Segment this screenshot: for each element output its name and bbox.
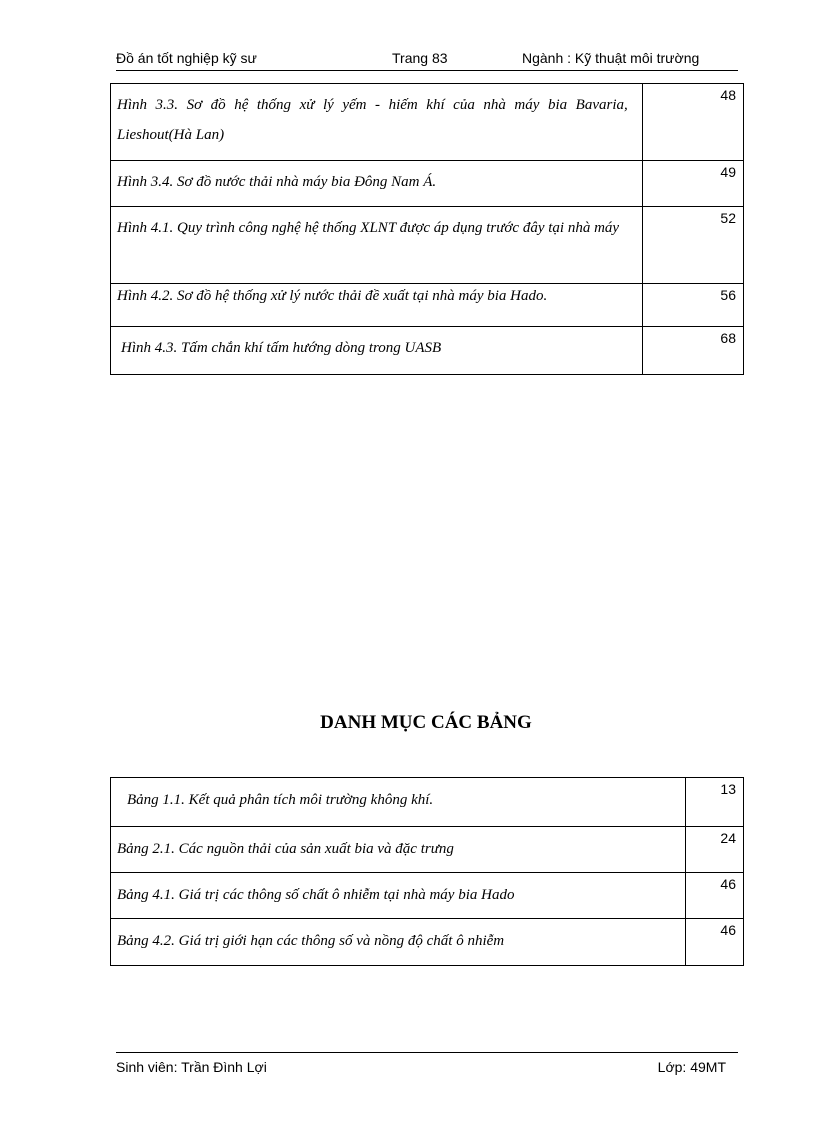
table-page: 46: [686, 919, 744, 966]
table-title: Bảng 1.1. Kết quả phân tích môi trường không khí.: [111, 778, 686, 827]
figure-title: Hình 4.2. Sơ đồ hệ thống xử lý nước thải đề xuất tại nhà máy bia Hado.: [111, 284, 643, 327]
table-row: [111, 327, 744, 375]
figure-title: Hình 3.4. Sơ đồ nước thải nhà máy bia Đông Nam Á.: [111, 161, 643, 207]
figure-page: 56: [642, 284, 743, 327]
figure-page: 68: [642, 327, 743, 375]
figure-title: Hình 4.1. Quy trình công nghệ hệ thống XLNT được áp dụng trước đây tại nhà máy: [111, 207, 643, 284]
table-row: [111, 207, 744, 284]
table-page: 46: [686, 873, 744, 919]
table-title: Bảng 2.1. Các nguồn thải của sản xuất bia và đặc trưng: [111, 827, 686, 873]
figure-page: 49: [642, 161, 743, 207]
header-thesis-label: Đồ án tốt nghiệp kỹ sư: [116, 50, 257, 66]
table-row: [111, 778, 744, 827]
figure-list-table: [110, 83, 744, 375]
footer-class: Lớp: 49MT: [657, 1059, 726, 1075]
table-row: [111, 161, 744, 207]
table-title: Bảng 4.1. Giá trị các thông số chất ô nhiễm tại nhà máy bia Hado: [111, 873, 686, 919]
table-list-table: [110, 777, 744, 966]
table-row: [111, 873, 744, 919]
table-row: [111, 284, 744, 327]
page-footer: [116, 1052, 738, 1077]
figure-page: 48: [642, 84, 743, 161]
figure-title: Hình 3.3. Sơ đồ hệ thống xử lý yếm - hiếm khí của nhà máy bia Bavaria, Lieshout(Hà Lan): [111, 84, 643, 161]
footer-student-name: Sinh viên: Trần Đình Lợi: [116, 1059, 267, 1075]
table-page: 13: [686, 778, 744, 827]
header-major: Ngành : Kỹ thuật môi trường: [522, 50, 700, 66]
table-title: Bảng 4.2. Giá trị giới hạn các thông số và nồng độ chất ô nhiễm: [111, 919, 686, 966]
table-page: 24: [686, 827, 744, 873]
figure-title: Hình 4.3. Tấm chắn khí tấm hướng dòng trong UASB: [111, 327, 643, 375]
table-row: [111, 84, 744, 161]
header-page-number: Trang 83: [392, 50, 448, 66]
tables-section-heading: DANH MỤC CÁC BẢNG: [320, 712, 532, 733]
figure-page: 52: [642, 207, 743, 284]
table-row: [111, 919, 744, 966]
table-row: [111, 827, 744, 873]
page-header: [116, 48, 738, 71]
